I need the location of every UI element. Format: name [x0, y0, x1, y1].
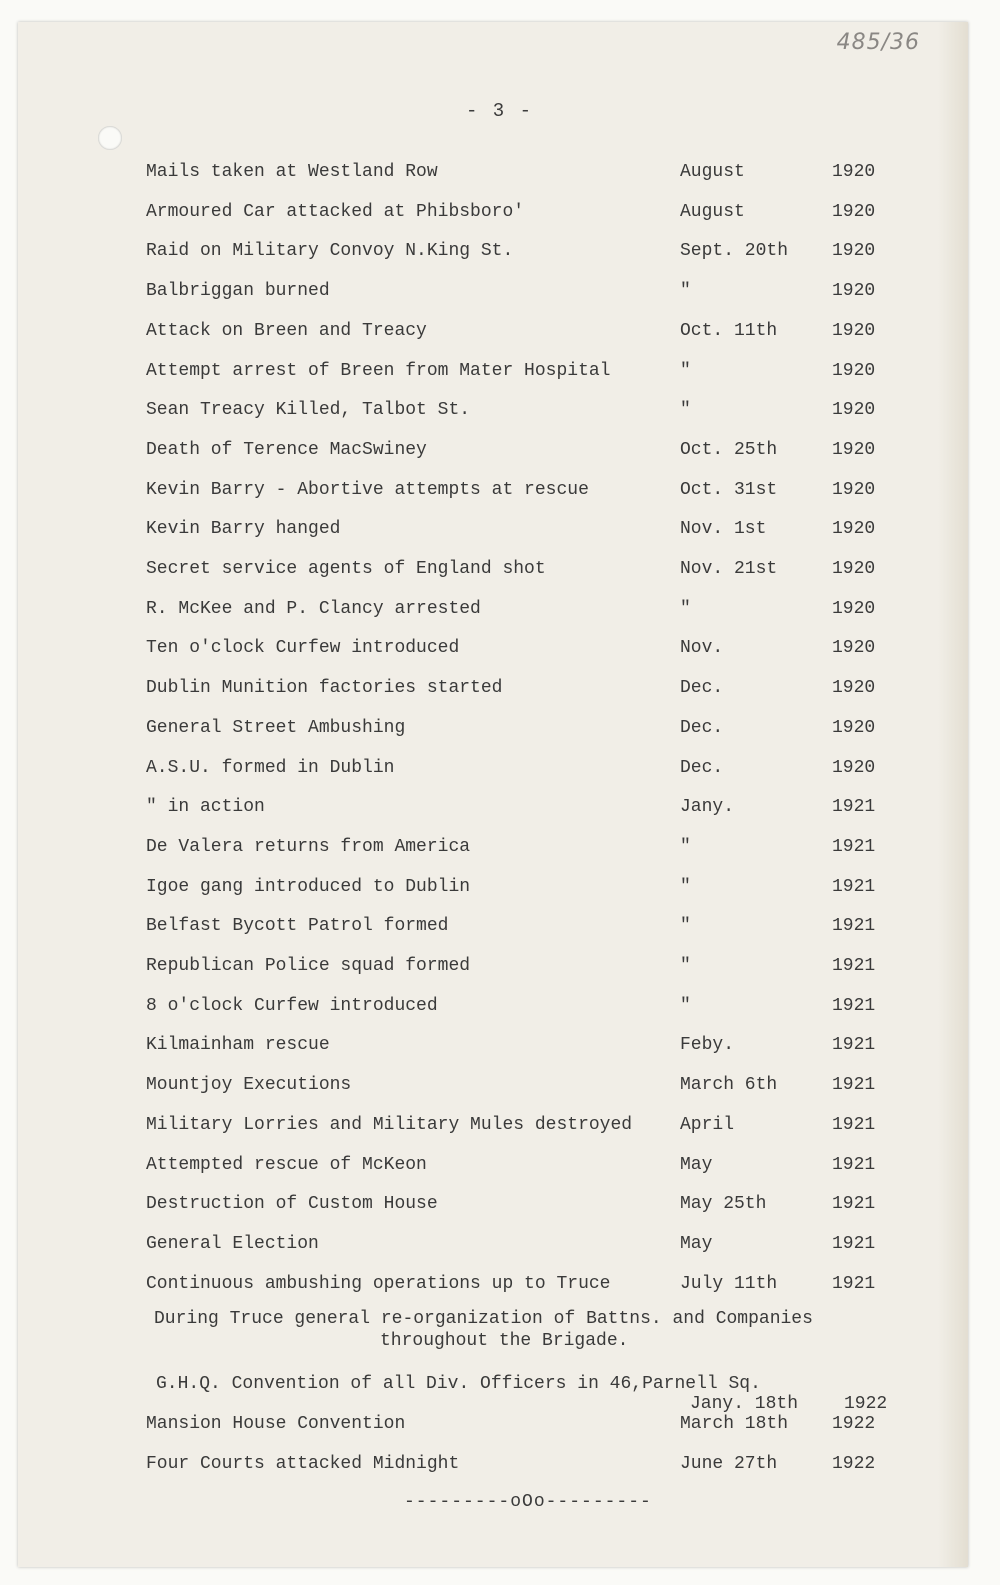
event-row: [18, 956, 968, 982]
event-date: Dec.: [680, 678, 724, 699]
event-row: [18, 1115, 968, 1141]
event-year: 1922: [832, 1454, 876, 1474]
event-row: [18, 162, 968, 188]
event-text: Sean Treacy Killed, Talbot St.: [146, 400, 471, 421]
event-row: [18, 281, 968, 307]
event-year: 1920: [832, 360, 876, 381]
event-year: 1920: [832, 162, 876, 182]
event-year: 1921: [832, 1114, 876, 1135]
event-text: A.S.U. formed in Dublin: [146, 757, 395, 778]
event-date: ": [680, 360, 691, 381]
event-year: 1920: [832, 559, 876, 579]
event-text: 8 o'clock Curfew introduced: [146, 995, 438, 1016]
event-year: 1920: [832, 519, 876, 540]
event-row: [18, 1075, 968, 1101]
event-date: Nov. 1st: [680, 519, 767, 540]
end-mark: ---------oOo---------: [404, 1492, 652, 1512]
event-date: May: [680, 1233, 713, 1254]
event-text: Ten o'clock Curfew introduced: [146, 638, 460, 659]
event-year: 1920: [832, 678, 876, 699]
event-date: ": [680, 836, 691, 857]
page-number: - 3 -: [466, 100, 534, 122]
event-text: Secret service agents of England shot: [146, 559, 546, 579]
archive-reference: 485/36: [836, 30, 920, 55]
event-text: Kilmainham rescue: [146, 1035, 330, 1056]
event-row: [18, 1035, 968, 1061]
event-row: [18, 877, 968, 903]
ghq-convention-year: 1922: [844, 1394, 888, 1414]
event-date: Oct. 25th: [680, 439, 778, 460]
event-year: 1920: [832, 400, 876, 421]
ghq-convention-date: Jany. 18th: [690, 1394, 799, 1414]
event-date: Dec.: [680, 717, 724, 738]
event-text: Military Lorries and Military Mules destroyed: [146, 1114, 633, 1135]
document-page: [18, 22, 968, 1567]
event-year: 1921: [832, 1035, 876, 1056]
event-text: De Valera returns from America: [146, 836, 471, 857]
event-text: General Election: [146, 1233, 319, 1254]
event-year: 1921: [832, 956, 876, 976]
event-year: 1921: [832, 1194, 876, 1215]
event-text: Attack on Breen and Treacy: [146, 320, 427, 341]
event-row: [18, 241, 968, 267]
event-row: [18, 1454, 968, 1480]
event-row: [18, 1414, 968, 1440]
event-row: [18, 202, 968, 228]
event-year: 1921: [832, 1075, 876, 1096]
event-text: General Street Ambushing: [146, 717, 406, 738]
event-text: Kevin Barry hanged: [146, 519, 341, 540]
event-year: 1921: [832, 916, 876, 937]
event-date: March 18th: [680, 1414, 789, 1434]
event-text: Igoe gang introduced to Dublin: [146, 876, 471, 897]
event-row: [18, 321, 968, 347]
event-date: August: [680, 201, 745, 222]
event-text: Mansion House Convention: [146, 1414, 406, 1434]
event-date: ": [680, 956, 691, 976]
event-date: ": [680, 281, 691, 302]
truce-note-line-2: throughout the Brigade.: [380, 1331, 629, 1351]
event-text: Attempted rescue of McKeon: [146, 1154, 427, 1175]
punch-hole: [98, 126, 122, 150]
event-text: Dublin Munition factories started: [146, 678, 503, 699]
event-row: [18, 837, 968, 863]
event-year: 1920: [832, 241, 876, 262]
event-row: [18, 1155, 968, 1181]
event-year: 1921: [832, 836, 876, 857]
truce-note: [154, 1308, 894, 1352]
event-row: [18, 718, 968, 744]
event-date: Feby.: [680, 1035, 735, 1056]
event-text: R. McKee and P. Clancy arrested: [146, 598, 481, 619]
ghq-convention-event: G.H.Q. Convention of all Div. Officers in 46,Parnell Sq.: [156, 1374, 761, 1394]
event-row: [18, 916, 968, 942]
event-row: [18, 599, 968, 625]
event-year: 1921: [832, 995, 876, 1016]
event-date: August: [680, 162, 745, 182]
event-year: 1920: [832, 598, 876, 619]
event-text: Balbriggan burned: [146, 281, 330, 302]
event-row: [18, 638, 968, 664]
event-year: 1920: [832, 757, 876, 778]
event-year: 1922: [832, 1414, 876, 1434]
event-text: Mails taken at Westland Row: [146, 162, 438, 182]
event-row: [18, 678, 968, 704]
event-date: Nov.: [680, 638, 724, 659]
event-date: May 25th: [680, 1194, 767, 1215]
event-year: 1920: [832, 281, 876, 302]
event-text: Belfast Bycott Patrol formed: [146, 916, 449, 937]
event-text: " in action: [146, 797, 265, 818]
event-text: Armoured Car attacked at Phibsboro': [146, 201, 525, 222]
event-date: ": [680, 598, 691, 619]
event-row: [18, 758, 968, 784]
event-text: Republican Police squad formed: [146, 956, 471, 976]
event-date: ": [680, 876, 691, 897]
event-text: Mountjoy Executions: [146, 1075, 352, 1096]
event-date: Jany.: [680, 797, 735, 818]
event-text: Continuous ambushing operations up to Truce: [146, 1273, 611, 1294]
event-row: [18, 400, 968, 426]
event-date: Sept. 20th: [680, 241, 789, 262]
event-row: [18, 1274, 968, 1300]
event-date: ": [680, 916, 691, 937]
event-year: 1921: [832, 1273, 876, 1294]
event-year: 1921: [832, 797, 876, 818]
event-date: Oct. 11th: [680, 320, 778, 341]
event-year: 1920: [832, 479, 876, 500]
event-year: 1920: [832, 638, 876, 659]
event-text: Kevin Barry - Abortive attempts at rescue: [146, 479, 589, 500]
event-text: Attempt arrest of Breen from Mater Hospital: [146, 360, 611, 381]
event-row: [18, 559, 968, 585]
event-row: [18, 519, 968, 545]
event-date: ": [680, 995, 691, 1016]
event-date: July 11th: [680, 1273, 778, 1294]
event-year: 1921: [832, 876, 876, 897]
event-text: Four Courts attacked Midnight: [146, 1454, 460, 1474]
event-year: 1921: [832, 1233, 876, 1254]
event-date: April: [680, 1114, 735, 1135]
event-year: 1920: [832, 201, 876, 222]
event-text: Destruction of Custom House: [146, 1194, 438, 1215]
event-date: Oct. 31st: [680, 479, 778, 500]
event-text: Death of Terence MacSwiney: [146, 439, 427, 460]
event-date: ": [680, 400, 691, 421]
event-year: 1920: [832, 439, 876, 460]
event-row: [18, 361, 968, 387]
event-row: [18, 996, 968, 1022]
event-year: 1921: [832, 1154, 876, 1175]
truce-note-line-1: During Truce general re-organization of Battns. and Companies: [154, 1309, 813, 1329]
event-row: [18, 1194, 968, 1220]
event-date: May: [680, 1154, 713, 1175]
event-text: Raid on Military Convoy N.King St.: [146, 241, 514, 262]
event-date: Nov. 21st: [680, 559, 778, 579]
event-year: 1920: [832, 320, 876, 341]
event-date: Dec.: [680, 757, 724, 778]
event-row: [18, 1234, 968, 1260]
event-row: [18, 797, 968, 823]
event-date: March 6th: [680, 1075, 778, 1096]
event-year: 1920: [832, 717, 876, 738]
event-row: [18, 440, 968, 466]
event-row: [18, 480, 968, 506]
event-date: June 27th: [680, 1454, 778, 1474]
